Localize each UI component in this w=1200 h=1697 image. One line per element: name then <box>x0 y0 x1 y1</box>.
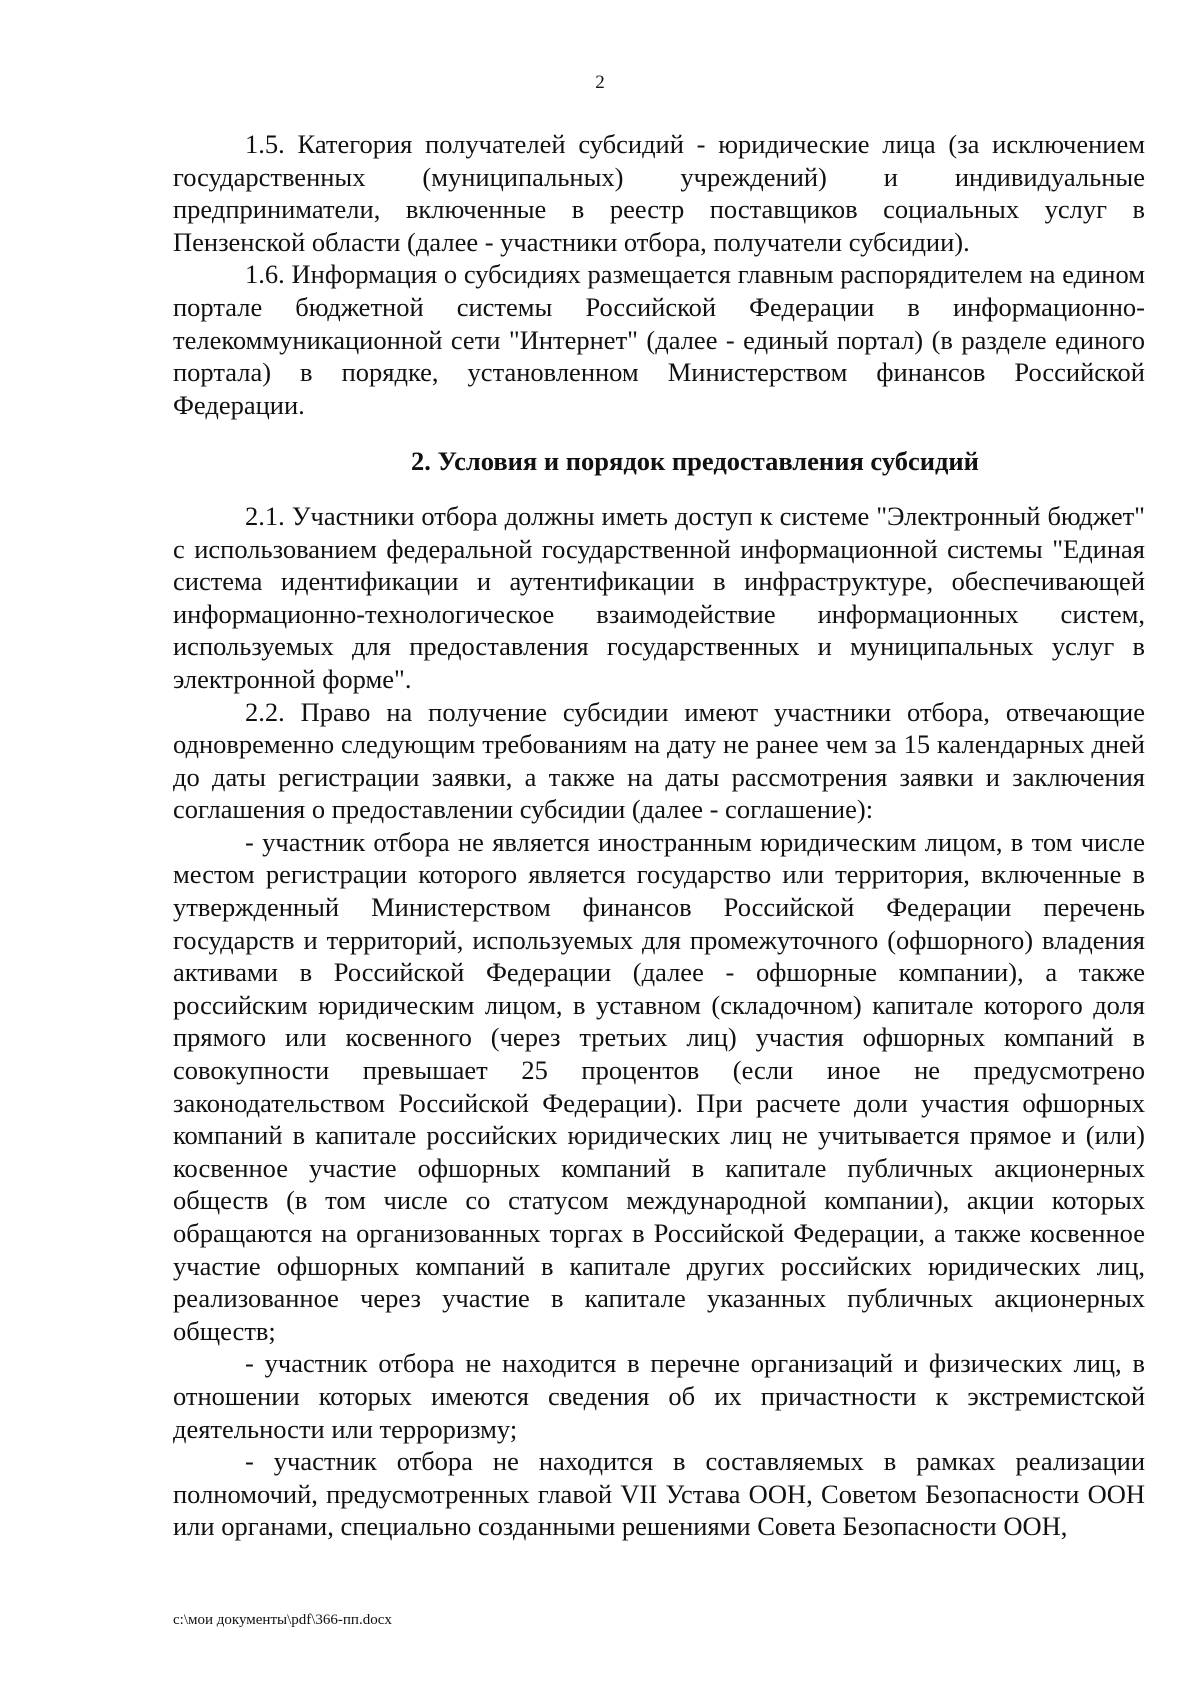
section-heading: 2. Условия и порядок предоставления субсидий <box>411 446 979 477</box>
paragraph-1-6: 1.6. Информация о субсидиях размещается главным распорядителем на едином портале бюджетной системы Российской Федерации в информационно-телекоммуникационной сети "Интернет" (далее - единый портал) (в разделе единого портала) в порядке, установленном Министерством финансов Российской Федерации. <box>173 259 1145 420</box>
paragraph-2-1: 2.1. Участники отбора должны иметь доступ к системе "Электронный бюджет" с использованием федеральной государственной информационной системы "Единая система идентификации и аутентификации в инфраструктуре, обеспечивающей информационно-технологическое взаимодействие информационных систем, используемых для предоставления государственных и муниципальных услуг в электронной форме". <box>173 500 1145 694</box>
footer-file-path: c:\мои документы\pdf\366-пп.docx <box>173 1612 392 1628</box>
document-body <box>173 128 1145 1543</box>
paragraph-1-5: 1.5. Категория получателей субсидий - юридические лица (за исключением государственных (муниципальных) учреждений) и индивидуальные предприниматели, включенные в реестр поставщиков социальных услуг в Пензенской области (далее - участники отбора, получатели субсидии). <box>173 129 1145 257</box>
requirement-extremism: - участник отбора не находится в перечне организаций и физических лиц, в отношении которых имеются сведения об их причастности к экстремистской деятельности или терроризму; <box>173 1348 1145 1444</box>
page-number: 2 <box>595 72 605 93</box>
requirement-offshore: - участник отбора не является иностранным юридическим лицом, в том числе местом регистрации которого является государство или территория, включенные в утвержденный Министерством финансов Российской Федерации перечень государств и территорий, используемых для промежуточного (офшорного) владения активами в Российской Федерации (далее - офшорные компании), а также российским юридическим лицом, в уставном (складочном) капитале которого доля прямого или косвенного (через третьих лиц) участия офшорных компаний в совокупности превышает 25 процентов (если иное не предусмотрено законодательством Российской Федерации). При расчете доли участия офшорных компаний в капитале российских юридических лиц не учитывается прямое и (или) косвенное участие офшорных компаний в капитале публичных акционерных обществ (в том числе со статусом международной компании), акции которых обращаются на организованных торгах в Российской Федерации, а также косвенное участие офшорных компаний в капитале других российских юридических лиц, реализованное через участие в капитале указанных публичных акционерных обществ; <box>173 826 1145 1346</box>
requirement-un-sanctions: - участник отбора не находится в составляемых в рамках реализации полномочий, предусмотренных главой VII Устава ООН, Советом Безопасности ООН или органами, специально созданными решениями Совета Безопасности ООН, <box>173 1446 1145 1542</box>
paragraph-2-2: 2.2. Право на получение субсидии имеют участники отбора, отвечающие одновременно следующим требованиям на дату не ранее чем за 15 календарных дней до даты регистрации заявки, а также на даты рассмотрения заявки и заключения соглашения о предоставлении субсидии (далее - соглашение): <box>173 696 1145 825</box>
